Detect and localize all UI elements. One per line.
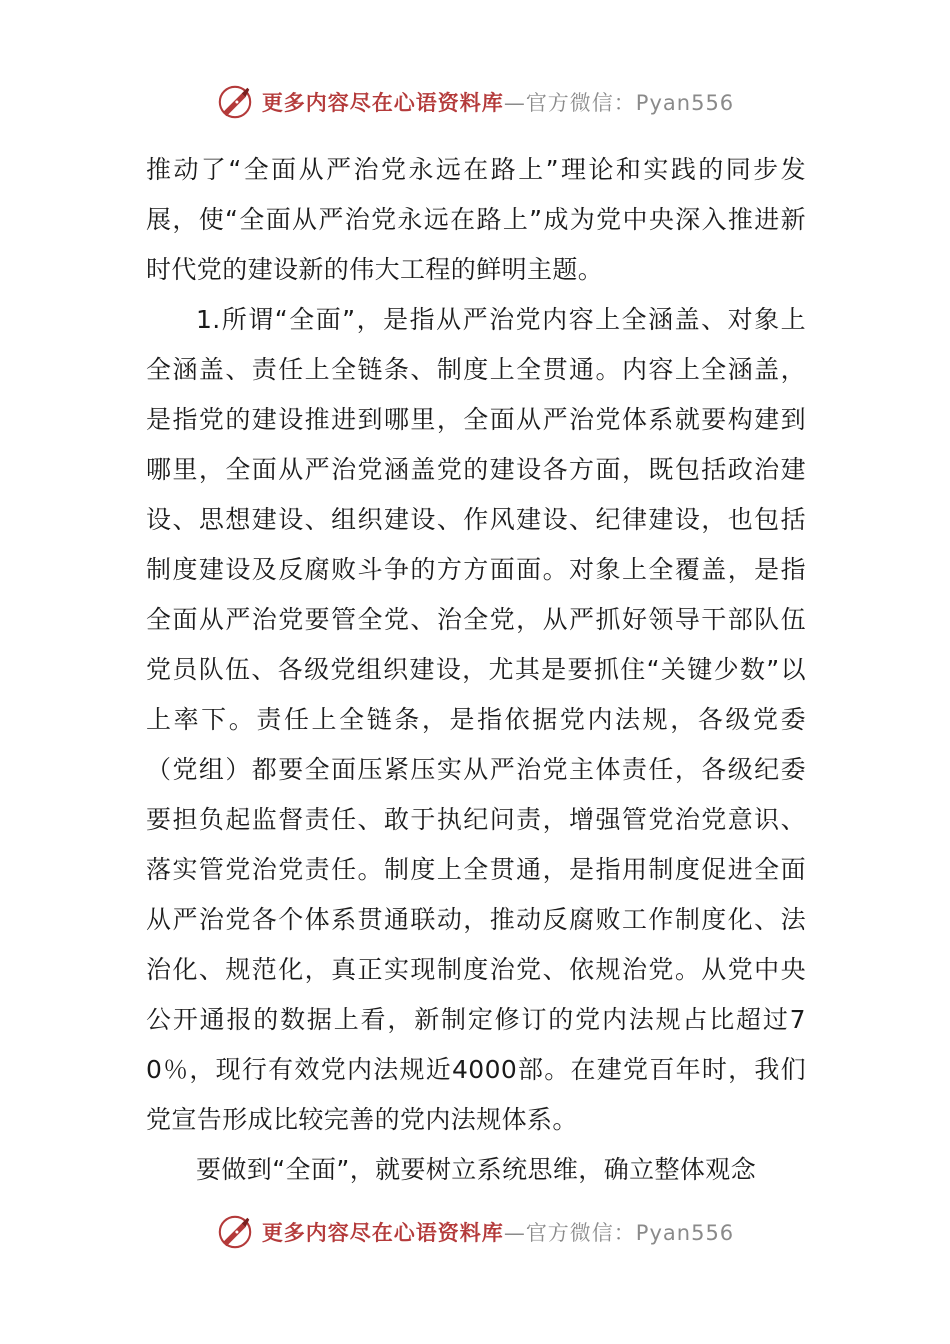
header-brand-text: 更多内容尽在心语资料库 [261,90,504,115]
footer-contact-text: 官方微信：Pyan556 [525,1221,735,1245]
paragraph-2: 1.所谓“全面”，是指从严治党内容上全涵盖、对象上全涵盖、责任上全链条、制度上全贯通。内容上全涵盖，是指党的建设推进到哪里，全面从严治党体系就要构建到哪里，全面从严治党涵盖党的建设各方面，既包括政治建设、思想建设、组织建设、作风建设、纪律建设，也包括制度建设及反腐败斗争的方方面面。对象上全覆盖，是指全面从严治党要管全党、治全党，从严抓好领导干部队伍党员队伍、各级党组织建设，尤其是要抓住“关键少数”以上率下。责任上全链条，是指依据党内法规，各级党委（党组）都要全面压紧压实从严治党主体责任，各级纪委要担负起监督责任、敢于执纪问责，增强管党治党意识、落实管党治党责任。制度上全贯通，是指用制度促进全面从严治党各个体系贯通联动，推动反腐败工作制度化、法治化、规范化，真正实现制度治党、依规治党。从党中央公开通报的数据上看，新制定修订的党内法规占比超过70％，现行有效党内法规近4000部。在建党百年时，我们党宣告形成比较完善的党内法规体系。 [146,305,806,1134]
footer-brand-text: 更多内容尽在心语资料库 [261,1220,504,1245]
footer-watermark-text [262,1217,734,1247]
pen-nib-logo-icon [216,1213,254,1251]
header-dash: — [503,91,526,115]
footer-dash: — [503,1221,526,1245]
pen-nib-logo-icon [216,83,254,121]
footer-watermark-banner [0,1210,950,1254]
header-watermark-text [262,87,734,117]
document-body [146,145,806,1195]
header-contact-text: 官方微信：Pyan556 [525,91,735,115]
paragraph-3: 要做到“全面”，就要树立系统思维，确立整体观念 [196,1155,757,1184]
paragraph-1: 推动了“全面从严治党永远在路上”理论和实践的同步发展，使“全面从严治党永远在路上”成为党中央深入推进新时代党的建设新的伟大工程的鲜明主题。 [146,155,806,284]
header-watermark-banner [0,80,950,124]
